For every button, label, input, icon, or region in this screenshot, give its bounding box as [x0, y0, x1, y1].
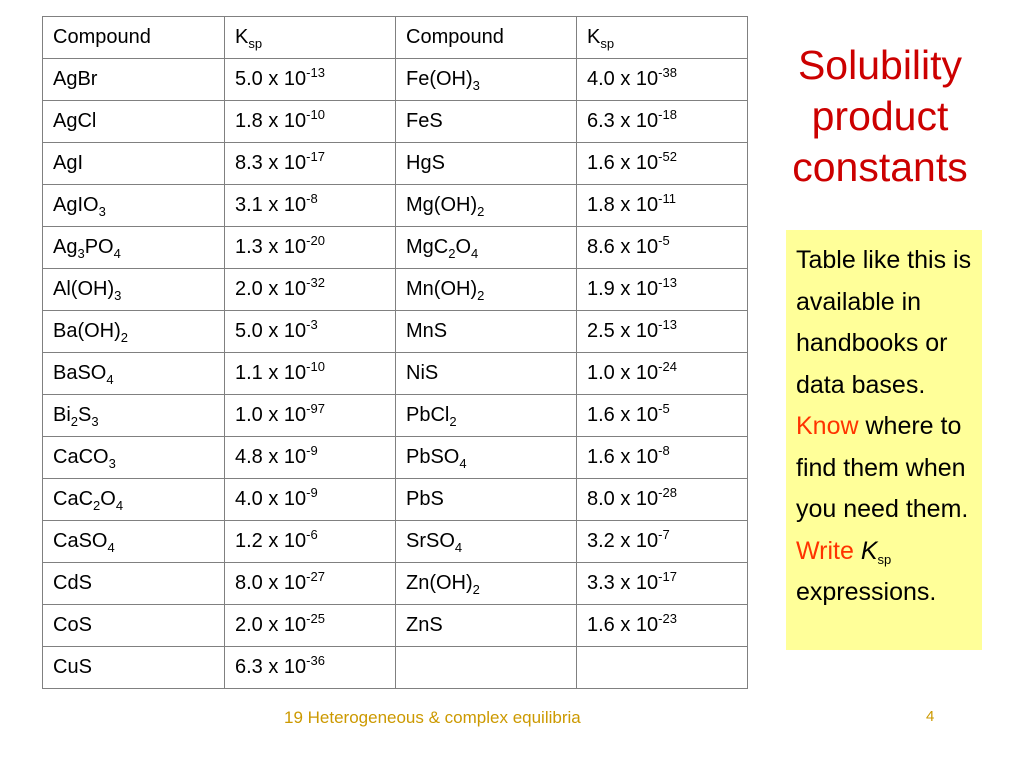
cell-text: 1.8 x 10 [235, 110, 307, 132]
cell-compound-2 [396, 227, 577, 269]
cell-text: O [100, 488, 116, 510]
cell-text: O [455, 236, 472, 258]
cell-text: 2.5 x 10 [587, 320, 659, 342]
cell-compound-2 [396, 59, 577, 101]
cell-exponent: -8 [658, 443, 670, 458]
cell-subscript: 4 [106, 372, 114, 387]
cell-text: 6.3 x 10 [235, 656, 307, 678]
cell-text: 1.9 x 10 [587, 278, 659, 300]
table-row [43, 185, 748, 227]
cell-compound-1 [43, 269, 225, 311]
cell-exponent: -13 [658, 275, 677, 290]
cell-text: AgIO [53, 194, 99, 216]
cell-text: AgI [53, 152, 84, 174]
cell-text: AgCl [53, 110, 97, 132]
cell-ksp-1 [225, 59, 396, 101]
cell-ksp-2 [577, 143, 748, 185]
cell-compound-2 [396, 521, 577, 563]
cell-compound-1 [43, 101, 225, 143]
cell-text: Fe(OH) [406, 68, 473, 90]
cell-subscript: 2 [477, 288, 485, 303]
cell-exponent: -24 [658, 359, 677, 374]
cell-ksp-2 [577, 269, 748, 311]
cell-exponent: -38 [658, 65, 677, 80]
cell-exponent: -6 [306, 527, 318, 542]
cell-text: PbCl [406, 404, 450, 426]
cell-compound-2 [396, 647, 577, 689]
cell-text: Mn(OH) [406, 278, 478, 300]
table-row [43, 437, 748, 479]
cell-ksp-1 [225, 101, 396, 143]
table-row [43, 563, 748, 605]
note-text-3: expressions. [796, 578, 937, 606]
cell-ksp-1 [225, 647, 396, 689]
cell-text: BaSO [53, 362, 107, 384]
cell-exponent: -23 [658, 611, 677, 626]
cell-ksp-2 [577, 437, 748, 479]
cell-exponent: -17 [658, 569, 677, 584]
cell-subscript: 2 [93, 498, 101, 513]
cell-exponent: -52 [658, 149, 677, 164]
cell-exponent: -7 [658, 527, 670, 542]
cell-text: 1.1 x 10 [235, 362, 307, 384]
cell-text: 8.3 x 10 [235, 152, 307, 174]
header-compound-1: Compound [43, 17, 225, 59]
cell-subscript: 2 [120, 330, 129, 345]
cell-compound-2 [396, 605, 577, 647]
table-row [43, 59, 748, 101]
cell-exponent: -5 [658, 233, 670, 248]
cell-text: 4.0 x 10 [587, 68, 659, 90]
cell-subscript: 2 [448, 246, 456, 261]
cell-ksp-2 [577, 353, 748, 395]
cell-text: Bi [53, 404, 71, 426]
cell-text: 1.0 x 10 [235, 404, 307, 426]
cell-exponent: -32 [306, 275, 325, 290]
cell-ksp-2 [577, 59, 748, 101]
cell-subscript: 4 [113, 246, 121, 261]
note-know-word: Know [796, 412, 859, 440]
cell-subscript: 3 [108, 456, 116, 471]
cell-text: AgBr [53, 68, 98, 90]
cell-ksp-1 [225, 563, 396, 605]
cell-text: 1.3 x 10 [235, 236, 307, 258]
cell-subscript: 4 [107, 540, 115, 555]
cell-compound-2 [396, 269, 577, 311]
cell-text: 1.6 x 10 [587, 614, 659, 636]
page-number: 4 [926, 708, 935, 725]
cell-compound-1 [43, 605, 225, 647]
note-k-letter: K [860, 536, 878, 565]
table-row [43, 101, 748, 143]
note-text-1: Table like this is available in handbooks or data bases. [796, 246, 972, 399]
cell-ksp-2 [577, 563, 748, 605]
cell-exponent: -11 [658, 191, 676, 206]
cell-subscript: 2 [70, 414, 79, 429]
cell-exponent: -10 [306, 359, 325, 374]
cell-ksp-1 [225, 479, 396, 521]
cell-exponent: -36 [306, 653, 325, 668]
cell-exponent: -97 [306, 401, 325, 416]
cell-compound-1 [43, 563, 225, 605]
cell-ksp-2 [577, 311, 748, 353]
cell-ksp-1 [225, 353, 396, 395]
cell-ksp-1 [225, 311, 396, 353]
cell-exponent: -9 [306, 443, 318, 458]
cell-text: 8.0 x 10 [587, 488, 659, 510]
table-header-row [43, 17, 748, 59]
note-write-word: Write [796, 536, 854, 565]
cell-text: 1.8 x 10 [587, 194, 659, 216]
cell-exponent: -28 [658, 485, 677, 500]
cell-exponent: -20 [306, 233, 325, 248]
table-row [43, 605, 748, 647]
cell-compound-2 [396, 185, 577, 227]
table-row [43, 479, 748, 521]
cell-ksp-2 [577, 101, 748, 143]
cell-ksp-1 [225, 395, 396, 437]
cell-subscript: 2 [472, 582, 480, 597]
cell-text: 1.6 x 10 [587, 152, 659, 174]
cell-exponent: -9 [306, 485, 318, 500]
cell-subscript: 3 [98, 204, 106, 219]
cell-ksp-2 [577, 227, 748, 269]
cell-ksp-1 [225, 605, 396, 647]
cell-compound-1 [43, 59, 225, 101]
cell-text: Mg(OH) [406, 194, 478, 216]
cell-ksp-2 [577, 395, 748, 437]
cell-subscript: 3 [472, 78, 480, 93]
cell-exponent: -5 [658, 401, 670, 416]
note-k-sub: sp [877, 551, 892, 567]
cell-text: CaSO [53, 530, 108, 552]
cell-ksp-2 [577, 647, 748, 689]
cell-text: CaCO [53, 446, 109, 468]
cell-compound-1 [43, 143, 225, 185]
cell-compound-2 [396, 479, 577, 521]
cell-subscript: 4 [471, 246, 479, 261]
cell-exponent: -3 [306, 317, 318, 332]
note-text-2: where to find them when you need them. [796, 412, 969, 523]
slide-title: Solubility product constants [792, 42, 968, 190]
cell-text: SrSO [406, 530, 455, 552]
cell-ksp-1 [225, 437, 396, 479]
cell-subscript: 3 [114, 288, 122, 303]
cell-text: PbSO [406, 446, 460, 468]
cell-subscript: 4 [459, 456, 467, 471]
cell-subscript: 2 [449, 414, 457, 429]
cell-text: 1.0 x 10 [587, 362, 659, 384]
cell-ksp-1 [225, 227, 396, 269]
cell-exponent: -27 [306, 569, 325, 584]
cell-exponent: -18 [658, 107, 677, 122]
cell-text: MgC [406, 236, 449, 258]
cell-text: CaC [53, 488, 94, 510]
cell-text: 8.0 x 10 [235, 572, 307, 594]
ksp-table [42, 16, 748, 689]
table-row [43, 269, 748, 311]
note-box [786, 230, 982, 650]
cell-text: HgS [406, 152, 445, 174]
cell-subscript: 3 [77, 246, 85, 261]
table-row [43, 521, 748, 563]
cell-compound-2 [396, 353, 577, 395]
cell-ksp-2 [577, 479, 748, 521]
cell-ksp-2 [577, 185, 748, 227]
cell-exponent: -25 [306, 611, 325, 626]
cell-subscript: 4 [454, 540, 463, 555]
cell-compound-1 [43, 647, 225, 689]
cell-exponent: -13 [658, 317, 677, 332]
cell-text: 4.0 x 10 [235, 488, 307, 510]
table-row [43, 353, 748, 395]
cell-text: Ba(OH) [53, 320, 121, 342]
cell-ksp-1 [225, 143, 396, 185]
table-row [43, 227, 748, 269]
cell-text: ZnS [406, 614, 443, 636]
cell-compound-2 [396, 101, 577, 143]
cell-compound-2 [396, 437, 577, 479]
cell-subscript: 3 [91, 414, 99, 429]
cell-ksp-1 [225, 269, 396, 311]
cell-text: S [78, 404, 92, 426]
cell-text: 3.3 x 10 [587, 572, 659, 594]
cell-text: 1.6 x 10 [587, 446, 659, 468]
cell-text: 1.6 x 10 [587, 404, 659, 426]
cell-compound-2 [396, 395, 577, 437]
cell-text: CoS [53, 614, 92, 636]
cell-compound-1 [43, 437, 225, 479]
cell-compound-1 [43, 353, 225, 395]
cell-compound-2 [396, 143, 577, 185]
cell-compound-2 [396, 311, 577, 353]
cell-text: FeS [406, 110, 443, 132]
cell-exponent: -17 [306, 149, 325, 164]
cell-compound-1 [43, 311, 225, 353]
cell-text: Al(OH) [53, 278, 115, 300]
cell-compound-1 [43, 227, 225, 269]
cell-exponent: -8 [306, 191, 318, 206]
cell-compound-2 [396, 563, 577, 605]
cell-text: Zn(OH) [406, 572, 473, 594]
cell-text: CuS [53, 656, 92, 678]
table-row [43, 143, 748, 185]
cell-text: PO [84, 236, 114, 258]
cell-compound-1 [43, 185, 225, 227]
header-ksp-1: $K_{sp}$ [225, 17, 396, 59]
cell-ksp-1 [225, 521, 396, 563]
cell-exponent: -13 [306, 65, 325, 80]
cell-text: 3.1 x 10 [235, 194, 307, 216]
ksp-table-body [43, 17, 748, 689]
cell-compound-1 [43, 521, 225, 563]
header-compound-2: Compound [396, 17, 577, 59]
cell-compound-1 [43, 479, 225, 521]
cell-compound-1 [43, 395, 225, 437]
cell-text: MnS [406, 320, 448, 342]
cell-text: 2.0 x 10 [235, 614, 307, 636]
cell-text: 5.0 x 10 [235, 320, 307, 342]
cell-text: NiS [406, 362, 439, 384]
table-row [43, 311, 748, 353]
cell-text: Ag [53, 236, 78, 258]
cell-text: 6.3 x 10 [587, 110, 659, 132]
cell-exponent: -10 [306, 107, 325, 122]
cell-ksp-2 [577, 521, 748, 563]
cell-text: 4.8 x 10 [235, 446, 307, 468]
cell-text: CdS [53, 572, 92, 594]
table-row [43, 395, 748, 437]
cell-text: PbS [406, 488, 444, 510]
cell-text: 2.0 x 10 [235, 278, 307, 300]
cell-text: 3.2 x 10 [587, 530, 659, 552]
header-ksp-2: $K_{sp}$ [577, 17, 748, 59]
cell-subscript: 2 [477, 204, 485, 219]
footer-text: 19 Heterogeneous & complex equilibria [284, 708, 581, 727]
cell-text: 8.6 x 10 [587, 236, 659, 258]
cell-text: 1.2 x 10 [235, 530, 307, 552]
cell-subscript: 4 [115, 498, 124, 513]
table-row [43, 647, 748, 689]
cell-text: 5.0 x 10 [235, 68, 307, 90]
cell-ksp-2 [577, 605, 748, 647]
cell-ksp-1 [225, 185, 396, 227]
